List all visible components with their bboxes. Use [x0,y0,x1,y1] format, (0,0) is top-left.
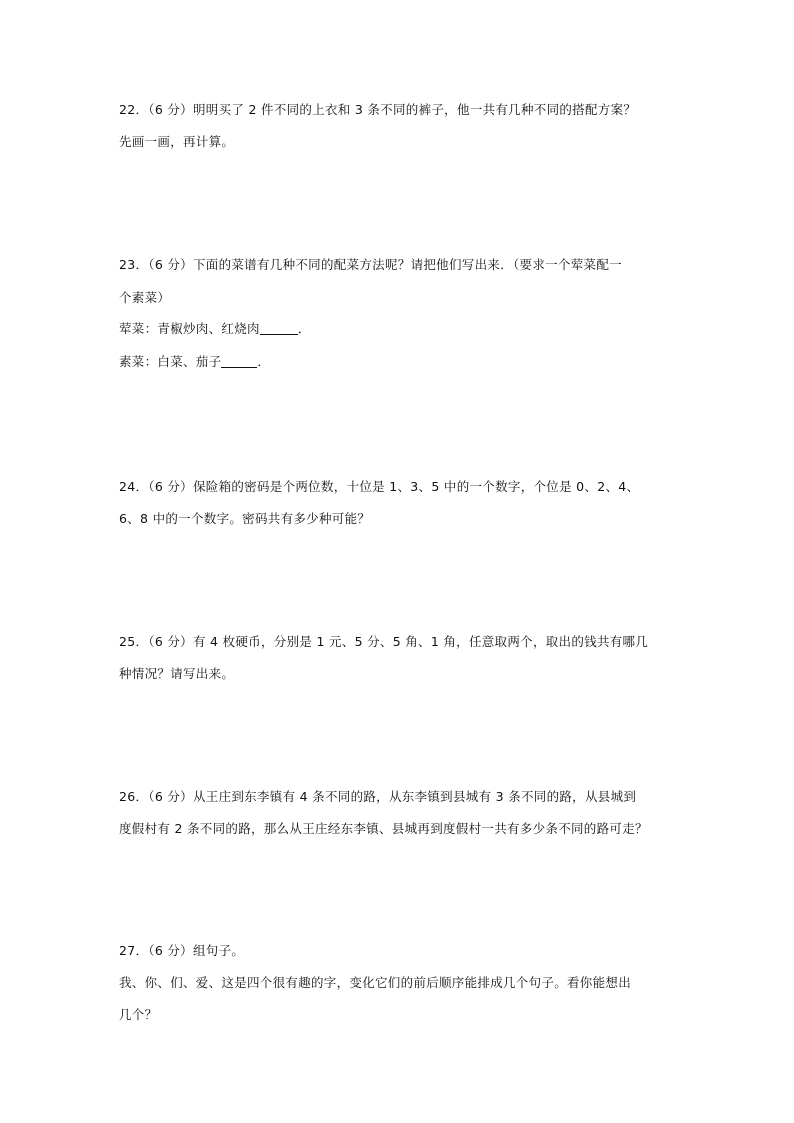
question-23-line-1: 23．（6 分）下面的菜谱有几种不同的配菜方法呢？请把他们写出来．（要求一个荤菜配一 [119,257,622,272]
question-24-line-2: 6、8 中的一个数字。密码共有多少种可能？ [119,511,371,526]
question-22-line-2: 先画一画，再计算。 [119,134,235,149]
question-26-line-2: 度假村有 2 条不同的路，那么从王庄经东李镇、县城再到度假村一共有多少条不同的路可走？ [119,821,648,836]
question-27-line-3: 几个？ [119,1007,158,1022]
question-27-line-1: 27．（6 分）组句子。 [119,943,245,958]
meat-dishes-text: 荤菜：青椒炒肉、红烧肉 [119,321,260,336]
question-25-line-2: 种情况？请写出来。 [119,666,235,681]
meat-dishes-line [119,321,311,337]
question-25-line-1: 25．（6 分）有 4 枚硬币，分别是 1 元、5 分、5 角、1 角，任意取两个，取出的钱共有哪几 [119,634,649,649]
question-23-line-2: 个素菜） [119,290,171,305]
question-24-line-1: 24．（6 分）保险箱的密码是个两位数，十位是 1、3、5 中的一个数字，个位是 0、2、4、 [119,479,640,494]
vegetable-dishes-text: 素菜：白菜、茄子 [119,354,222,369]
meat-blank-end: ． [297,321,311,336]
vegetable-answer-blank[interactable] [221,355,257,368]
question-22-line-1: 22．（6 分）明明买了 2 件不同的上衣和 3 条不同的裤子，他一共有几种不同的搭配方案？ [119,102,637,117]
question-27-line-2: 我、你、们、爱、这是四个很有趣的字，变化它们的前后顺序能排成几个句子。看你能想出 [119,975,632,990]
vegetable-blank-end: ． [257,354,271,369]
question-26-line-1: 26．（6 分）从王庄到东李镇有 4 条不同的路，从东李镇到县城有 3 条不同的路，从县城到 [119,789,637,804]
meat-answer-blank[interactable] [260,322,298,335]
vegetable-dishes-line [119,354,270,370]
